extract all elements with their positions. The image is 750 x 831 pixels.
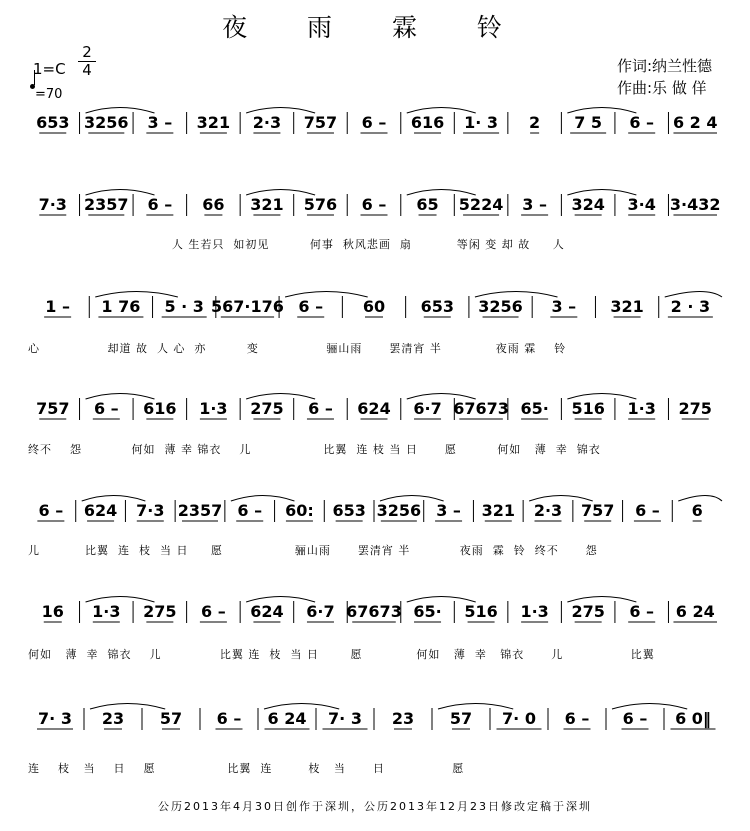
measure: 6 – [38,501,64,520]
lyrics-row-4: 终不 怨 何如 薄 幸 锦衣 儿 比翼 连 枝 当 日 愿 何如 薄 幸 锦衣 [28,443,601,456]
measure: 616 [410,113,445,132]
measure: 624 [83,501,118,520]
measure: 5 · 3 [164,297,204,316]
measure: 6 – [93,399,119,418]
score-row-2 [0,186,750,226]
measure: 576 [303,195,338,214]
measure: 6 – [622,709,648,728]
tempo-marking [30,84,62,102]
measure: 6 2 4 [672,113,718,132]
measure: 6 – [629,602,655,621]
measure: 6 – [216,709,242,728]
measure: 6 [691,501,703,520]
lyricist-credit: 作词:纳兰性德 [617,57,713,75]
measure: 6 24 [675,602,715,621]
lyrics-row-2: 人 生若只 如初见 何事 秋风悲画 扇 等闲 变 却 故 人 [28,238,565,251]
measure: 6 – [629,113,655,132]
measure: 653 [332,501,366,520]
measure: 275 [143,602,177,621]
measure: 6 – [635,501,660,520]
measure: 3256 [376,501,422,520]
measure: 3 – [147,113,173,132]
measure: 3 – [522,195,547,214]
measure: 2·3 [533,501,563,520]
tempo-value: =70 [35,87,63,102]
measure: 67673 [346,602,402,621]
measure: 1· 3 [464,113,499,132]
measure: 2 [529,113,541,132]
measure: 5224 [458,195,504,214]
measure: 7 5 [574,113,603,132]
measure: 16 [41,602,64,621]
measure: 3256 [478,297,523,316]
composer-credit: 作曲:乐 做 佯 [617,79,707,97]
measure: 67673 [453,399,509,418]
measure: 757 [581,501,615,520]
measure: 275 [250,399,284,418]
measure: 321 [250,195,284,214]
score-row-3 [0,288,750,328]
measure: 6 24 [267,709,307,728]
lyrics-row-6: 何如 薄 幸 锦衣 儿 比翼 连 枝 当 日 愿 何如 薄 幸 锦衣 儿 比翼 [28,648,655,661]
score-row-6 [0,593,750,633]
measure: 6·7 [413,399,442,418]
key-signature: 1=C [33,60,66,78]
measure: 1·3 [92,602,121,621]
measure: 60 [362,297,386,316]
measure: 653 [36,113,70,132]
measure: 23 [101,709,125,728]
measure: 275 [678,399,712,418]
measure: 6·7 [306,602,335,621]
measure: 321 [481,501,515,520]
measure: 6 – [308,399,333,418]
measure: 624 [357,399,391,418]
measure: 275 [571,602,605,621]
measure: 2357 [177,501,223,520]
time-signature-top: 2 [82,43,92,61]
measure: 2·3 [252,113,282,132]
measure: 1·3 [520,602,549,621]
lyrics-row-3: 心 却道 故 人 心 亦 变 骊山雨 罢清宵 半 夜雨 霖 铃 [28,342,567,355]
measure: 60: [285,501,314,520]
measure: 6 – [298,297,324,316]
score-row-5 [0,492,750,532]
measure: 6 – [201,602,226,621]
lyrics-row-7: 连 枝 当 日 愿 比翼 连 枝 当 日 愿 [28,762,465,775]
measure: 3·4 [627,195,656,214]
measure: 6 – [147,195,173,214]
measure: 516 [571,399,605,418]
measure: 624 [250,602,284,621]
measure: 65· [520,399,549,418]
measure: 6 – [237,501,263,520]
measure: 66 [202,195,225,214]
measure: 57 [449,709,473,728]
measure: 567·176 [211,297,284,316]
measure: 653 [420,297,454,316]
measure: 65· [413,602,442,621]
measure: 324 [571,195,605,214]
song-title: 夜 雨 霖 铃 [222,13,528,42]
measure: 2357 [84,195,129,214]
measure: 6 – [361,113,387,132]
measure: 7· 3 [328,709,362,728]
score-row-1 [0,104,750,144]
score-row-7 [0,700,750,740]
measure: 7·3 [136,501,165,520]
measure: 23 [391,709,415,728]
measure: 757 [36,399,70,418]
measure: 3 – [436,501,461,520]
measure: 1·3 [627,399,656,418]
measure: 516 [464,602,498,621]
measure: 616 [143,399,177,418]
measure: 321 [610,297,644,316]
score-row-4 [0,390,750,430]
measure: 1·3 [199,399,228,418]
measure: 57 [159,709,183,728]
measure: 6 0‖ [675,709,711,728]
measure: 6 – [564,709,590,728]
measure: 1 76 [101,297,141,316]
measure: 1 – [45,297,70,316]
measure: 2 · 3 [670,297,711,316]
lyrics-row-5: 儿 比翼 连 枝 当 日 愿 骊山雨 罢清宵 半 夜雨 霖 铃 终不 怨 [28,544,598,557]
measure: 3 – [551,297,577,316]
measure: 757 [303,113,338,132]
measure: 3256 [84,113,129,132]
measure: 321 [196,113,231,132]
measure: 7·3 [38,195,67,214]
measure: 3·432 [669,195,721,214]
measure: 6 – [361,195,387,214]
footer-note: 公历2013年4月30日创作于深圳，公历2013年12月23日修改定稿于深圳 [158,800,592,813]
time-signature [78,44,96,79]
measure: 65 [416,195,439,214]
measure: 7· 3 [38,709,72,728]
measure: 7· 0 [502,709,536,728]
time-signature-bottom: 4 [82,61,92,79]
